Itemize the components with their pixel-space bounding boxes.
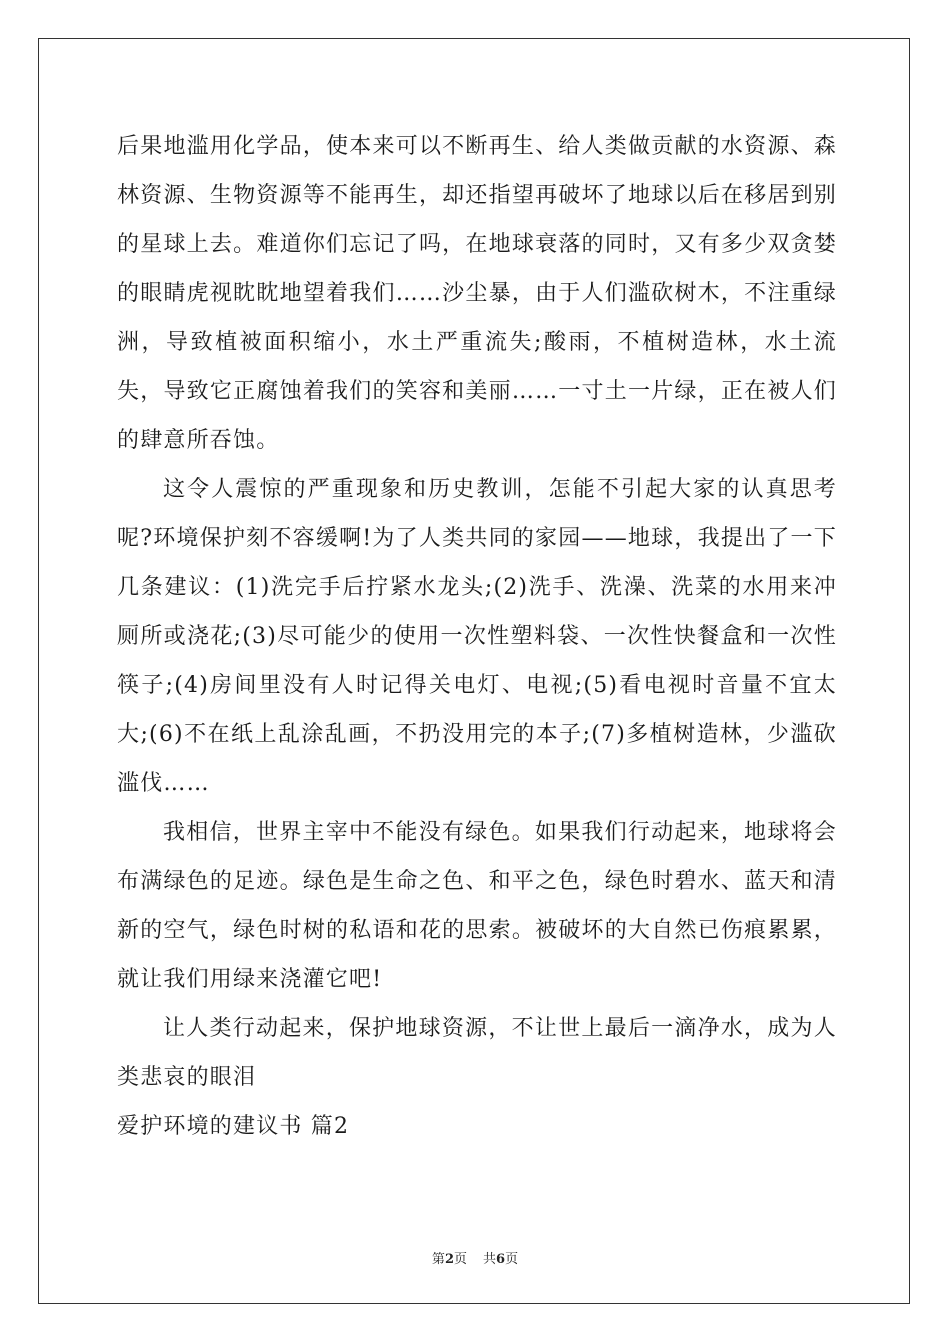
page-prefix: 第	[431, 1252, 445, 1267]
total-prefix: 共	[483, 1252, 497, 1267]
paragraph-4: 让人类行动起来，保护地球资源，不让世上最后一滴净水，成为人类悲哀的眼泪	[117, 1016, 837, 1090]
paragraph-1: 后果地滥用化学品，使本来可以不断再生、给人类做贡献的水资源、森林资源、生物资源等不能再生，却还指望再破坏了地球以后在移居到别的星球上去。难道你们忘记了吗，在地球衰落的同时，又有多少双贪婪的眼睛虎视眈眈地望着我们……沙尘暴，由于人们滥砍树木，不注重绿洲，导致植被面积缩小，水土严重流失;酸雨，不植树造林，水土流失，导致它正腐蚀着我们的笑容和美丽……一寸土一片绿，正在被人们的肆意所吞蚀。	[117, 134, 837, 453]
page-footer	[0, 1248, 950, 1267]
page-number: 2	[444, 1252, 454, 1267]
total-pages: 6	[496, 1252, 506, 1267]
paragraph-3: 我相信，世界主宰中不能没有绿色。如果我们行动起来，地球将会布满绿色的足迹。绿色是生命之色、和平之色，绿色时碧水、蓝天和清新的空气，绿色时树的私语和花的思索。被破坏的大自然已伤痕累累，就让我们用绿来浇灌它吧!	[117, 820, 837, 992]
document-body	[117, 122, 837, 1151]
paragraph-2: 这令人震惊的严重现象和历史教训，怎能不引起大家的认真思考呢?环境保护刻不容缓啊!为了人类共同的家园——地球，我提出了一下几条建议：(1)洗完手后拧紧水龙头;(2)洗手、洗澡、洗菜的水用来冲厕所或浇花;(3)尽可能少的使用一次性塑料袋、一次性快餐盒和一次性筷子;(4)房间里没有人时记得关电灯、电视;(5)看电视时音量不宜太大;(6)不在纸上乱涂乱画，不扔没用完的本子;(7)多植树造林，少滥砍滥伐……	[117, 477, 837, 796]
total-unit: 页	[505, 1252, 519, 1267]
page-unit: 页	[453, 1252, 467, 1267]
section-heading: 爱护环境的建议书 篇2	[117, 1114, 350, 1139]
